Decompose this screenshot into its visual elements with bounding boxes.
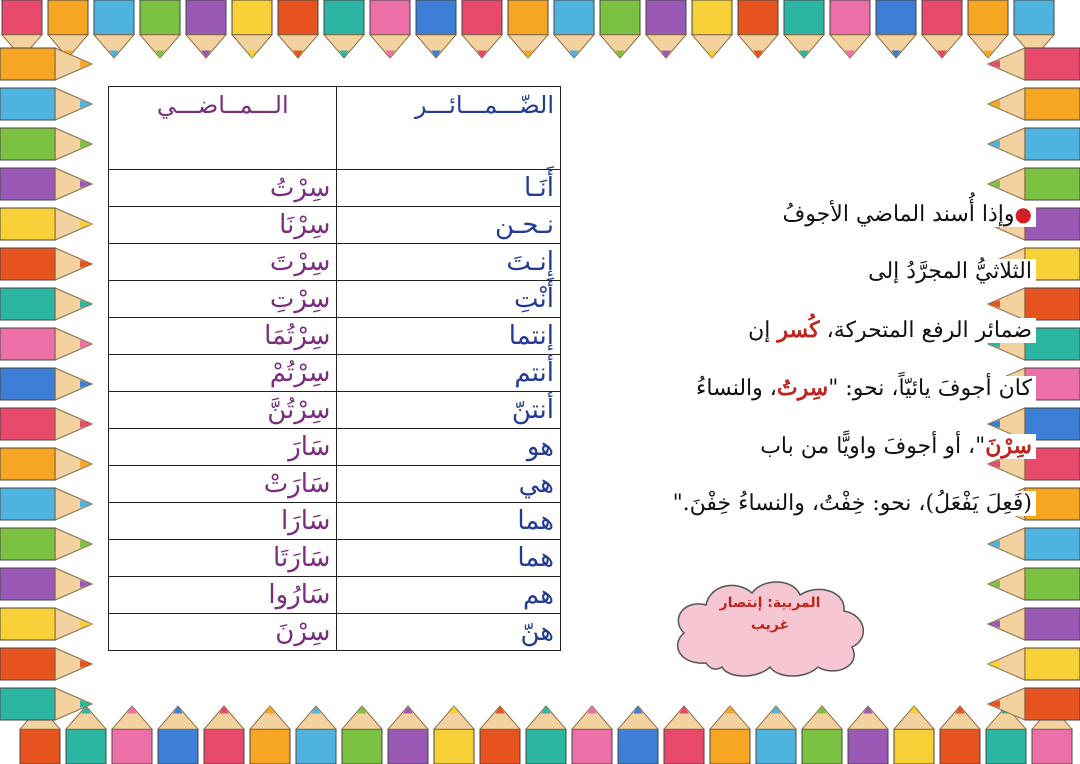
pencil-icon	[232, 0, 272, 58]
past-cell: سَارَتَا	[109, 540, 337, 577]
rule-line-4: كان أجوفَ يائيّاً، نحو: "سِرتُ، والنساءُ	[576, 366, 1036, 424]
bullet-icon: ●	[1014, 202, 1032, 226]
pencil-icon	[508, 0, 548, 58]
table-row	[109, 614, 561, 651]
past-cell: سِرْتِ	[109, 281, 337, 318]
conjugation-table	[108, 86, 561, 651]
rule-line-3: ضمائر الرفع المتحركة، كُسر إن	[576, 308, 1036, 366]
pencil-icon	[324, 0, 364, 58]
pronoun-cell: أنْتِ	[337, 281, 561, 318]
past-cell: سَارُوا	[109, 577, 337, 614]
pencil-icon	[756, 706, 796, 764]
rule-line-2: الثلاثيُّ المجرَّدُ إلى	[576, 250, 1036, 308]
table-row	[109, 540, 561, 577]
past-cell: سَارَتْ	[109, 466, 337, 503]
pencil-icon	[250, 706, 290, 764]
pencil-icon	[692, 0, 732, 58]
table-row	[109, 577, 561, 614]
pencil-icon	[526, 706, 566, 764]
past-cell: سِرْنَا	[109, 207, 337, 244]
pencil-icon	[802, 706, 842, 764]
pencil-icon	[664, 706, 704, 764]
past-cell: سِرْتُ	[109, 170, 337, 207]
table-row	[109, 355, 561, 392]
pencil-icon	[66, 706, 106, 764]
pencil-icon	[618, 706, 658, 764]
pencil-icon	[370, 0, 410, 58]
pencil-icon	[922, 0, 962, 58]
pencil-icon	[894, 706, 934, 764]
pencil-icon	[462, 0, 502, 58]
table-row	[109, 207, 561, 244]
pencil-icon	[968, 0, 1008, 58]
pencil-icon	[0, 448, 92, 480]
pencil-icon	[0, 648, 92, 680]
rule-text	[576, 192, 1036, 540]
pencil-icon	[278, 0, 318, 58]
pencil-icon	[848, 706, 888, 764]
pencil-icon	[0, 288, 92, 320]
pencil-icon	[94, 0, 134, 58]
pencil-icon	[0, 528, 92, 560]
past-cell: سِرْتُمْ	[109, 355, 337, 392]
header-past: الـــمــاضـــي	[109, 87, 337, 170]
past-cell: سِرْتُمَا	[109, 318, 337, 355]
pencil-icon	[342, 706, 382, 764]
pencil-icon	[830, 0, 870, 58]
pencil-icon	[0, 88, 92, 120]
pencil-icon	[600, 0, 640, 58]
pencil-icon	[112, 706, 152, 764]
rule-line-6: (فَعِلَ يَفْعَلُ)، نحو: خِفْتُ، والنساءُ خِفْنَ."	[576, 482, 1036, 540]
pencil-icon	[988, 568, 1080, 600]
pencil-icon	[434, 706, 474, 764]
table-row	[109, 392, 561, 429]
pronoun-cell: هو	[337, 429, 561, 466]
pencil-icon	[140, 0, 180, 58]
past-cell: سَارَ	[109, 429, 337, 466]
pencil-icon	[0, 568, 92, 600]
table-header-row	[109, 87, 561, 170]
pencil-icon	[296, 706, 336, 764]
past-cell: سِرْتَ	[109, 244, 337, 281]
pencil-icon	[158, 706, 198, 764]
pencil-icon	[554, 0, 594, 58]
pencil-icon	[572, 706, 612, 764]
pencil-icon	[940, 706, 980, 764]
teacher-credit	[666, 592, 874, 636]
table-row	[109, 244, 561, 281]
pencil-icon	[0, 368, 92, 400]
table-row	[109, 281, 561, 318]
pencil-icon	[0, 48, 92, 80]
pencil-icon	[416, 0, 456, 58]
pencil-icon	[186, 0, 226, 58]
pencil-icon	[784, 0, 824, 58]
pencil-icon	[646, 0, 686, 58]
table-row	[109, 466, 561, 503]
pencil-icon	[0, 488, 92, 520]
credit-line-1: المربية: إنتصار	[719, 595, 821, 611]
pronoun-cell: إنتما	[337, 318, 561, 355]
pencil-icon	[988, 88, 1080, 120]
pronoun-cell: هم	[337, 577, 561, 614]
table-row	[109, 429, 561, 466]
credit-line-2: غريب	[750, 617, 790, 633]
pencil-icon	[0, 408, 92, 440]
pronoun-cell: هنّ	[337, 614, 561, 651]
pencil-icon	[876, 0, 916, 58]
pencil-icon	[0, 608, 92, 640]
pronoun-cell: أنتنّ	[337, 392, 561, 429]
table-row	[109, 170, 561, 207]
table-row	[109, 503, 561, 540]
pencil-icon	[988, 648, 1080, 680]
pronoun-cell: هما	[337, 503, 561, 540]
pencil-icon	[0, 128, 92, 160]
pencil-icon	[710, 706, 750, 764]
pencil-icon	[0, 168, 92, 200]
pencil-icon	[988, 48, 1080, 80]
pencil-icon	[988, 608, 1080, 640]
past-cell: سِرْنَ	[109, 614, 337, 651]
pronoun-cell: أنتم	[337, 355, 561, 392]
pronoun-cell: هي	[337, 466, 561, 503]
past-cell: سِرْتُنَّ	[109, 392, 337, 429]
pencil-icon	[388, 706, 428, 764]
pencil-icon	[738, 0, 778, 58]
header-pronouns: الضّـــمـــائـــر	[337, 87, 561, 170]
pronoun-cell: أَنَـا	[337, 170, 561, 207]
pencil-icon	[480, 706, 520, 764]
pencil-icon	[204, 706, 244, 764]
past-cell: سَارَا	[109, 503, 337, 540]
pencil-icon	[988, 128, 1080, 160]
pronoun-cell: إِنـتَ	[337, 244, 561, 281]
rule-line-5: سِرْنَ"، أو أجوفَ واويًّا من باب	[576, 424, 1036, 482]
table-row	[109, 318, 561, 355]
rule-line-1: ●وإذا أُسند الماضي الأجوفُ	[576, 192, 1036, 250]
pronoun-cell: هما	[337, 540, 561, 577]
pencil-icon	[0, 208, 92, 240]
pencil-icon	[0, 248, 92, 280]
pronoun-cell: نـحـن	[337, 207, 561, 244]
pencil-icon	[0, 328, 92, 360]
